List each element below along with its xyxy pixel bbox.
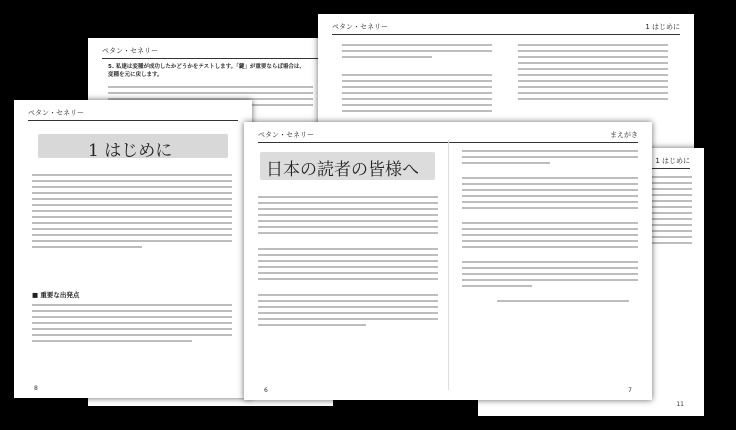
- page-number: 8: [34, 385, 38, 392]
- body-text-col1: [342, 40, 492, 116]
- page-center-spread: [244, 122, 652, 400]
- body-text-2: [32, 300, 232, 346]
- right-body-text: [462, 146, 638, 306]
- page-number-right: 7: [628, 387, 632, 394]
- page-title: 日本の読者の皆様へ: [266, 160, 419, 180]
- page-header: ペタン・セネリー: [332, 23, 388, 31]
- section-heading: ■ 重要な出発点: [32, 291, 80, 299]
- page-header: ペタン・セネリー: [102, 47, 158, 55]
- page-header: ペタン・セネリー: [28, 109, 84, 117]
- bold-heading: 5. 私達は変種が成功したかどうかをテストします。「鍵」が重要ならば場合は、変種を元に戻します。: [108, 64, 305, 78]
- page-header-right: 1 はじめに: [655, 157, 690, 165]
- body-text: [650, 172, 692, 248]
- page-header-right: まえがき: [610, 131, 638, 139]
- body-text: [32, 170, 232, 252]
- page-header-right: 1 はじめに: [645, 23, 680, 31]
- page-left: [14, 100, 252, 398]
- page-number: 11: [676, 401, 684, 408]
- body-text-col2: [518, 40, 668, 104]
- page-header: ペタン・セネリー: [258, 131, 314, 139]
- page-number-left: 6: [264, 387, 268, 394]
- left-body-text: [258, 192, 438, 330]
- spread-gutter: [448, 140, 449, 390]
- chapter-title: 1 はじめに: [88, 141, 173, 161]
